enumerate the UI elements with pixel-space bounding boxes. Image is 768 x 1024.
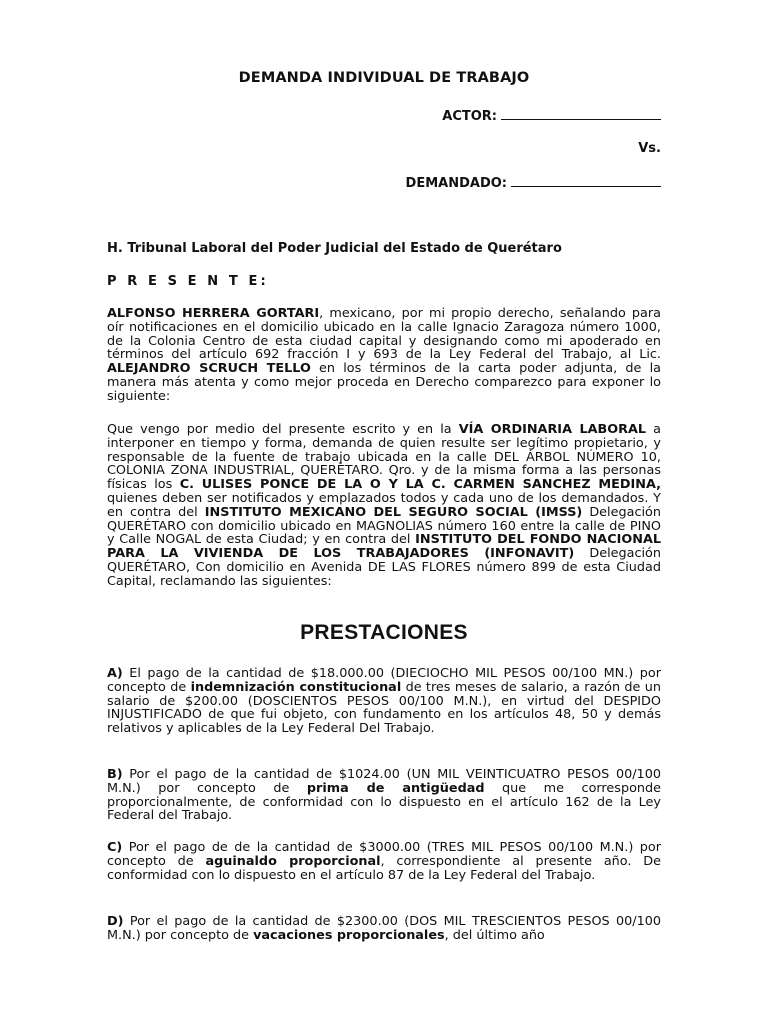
vs-line: [638, 141, 661, 156]
claim-paragraph: Que vengo por medio del presente escrito y en la VÍA ORDINARIA LABORAL a interponer en tiempo y forma, demanda de quien resulte ser legítimo propietario, y responsable de la fuente de trabajo ubicada en la calle DEL ÁRBOL NÚMERO 10, COLONIA ZONA INDUSTRIAL, QUERÉTARO. Qro. y de la misma forma a las personas físicas los C. ULISES PONCE DE LA O Y LA C. CARMEN SANCHEZ MEDINA, quienes deben ser notificados y emplazados todos y cada uno de los demandados. Y en contra del INSTITUTO MEXICANO DEL SEGURO SOCIAL (IMSS) Delegación QUERÉTARO con domicilio ubicado en MAGNOLIAS número 160 entre la calle de PINO y Calle NOGAL de esta Ciudad; y en contra del INSTITUTO DEL FONDO NACIONAL PARA LA VIVIENDA DE LOS TRABAJADORES (INFONAVIT) Delegación QUERÉTARO, Con domicilio en Avenida DE LAS FLORES número 899 de esta Ciudad Capital, reclamando las siguientes:: [107, 422, 661, 589]
lawyer-name: ALEJANDRO SCRUCH TELLO: [107, 361, 311, 377]
item-a: A) El pago de la cantidad de $18.000.00 (DIECIOCHO MIL PESOS 00/100 MN.) por concepto de indemnización constitucional de tres meses de salario, a razón de un salario de $200.00 (DOSCIENTOS PESOS 00/100 M.N.), en virtud del DESPIDO INJUSTIFICADO de que fui objeto, con fundamento en los artículos 48, 50 y demás relativos y aplicables de la Ley Federal Del Trabajo.: [107, 666, 661, 737]
actor-label: ACTOR:: [442, 109, 497, 124]
demandado-blank: [511, 175, 661, 187]
vs-label: Vs.: [638, 141, 661, 156]
tribunal-heading: H. Tribunal Laboral del Poder Judicial del Estado de Querétaro: [107, 241, 562, 256]
item-b: B) Por el pago de la cantidad de $1024.00 (UN MIL VEINTICUATRO PESOS 00/100 M.N.) por concepto de prima de antigüedad que me corresponde proporcionalmente, de conformidad con lo dispuesto en el artículo 162 de la Ley Federal del Trabajo.: [107, 767, 662, 824]
demandado-line: [406, 175, 661, 191]
plaintiff-name: ALFONSO HERRERA GORTARI: [107, 306, 320, 321]
item-c: C) Por el pago de de la cantidad de $3000.00 (TRES MIL PESOS 00/100 M.N.) por concepto de aguinaldo proporcional, correspondiente al presente año. De conformidad con lo dispuesto en el artículo 87 de la Ley Federal del Trabajo.: [107, 840, 661, 883]
presente-heading: P R E S E N T E:: [107, 274, 269, 289]
document-title: DEMANDA INDIVIDUAL DE TRABAJO: [238, 70, 530, 86]
demandado-label: DEMANDADO:: [405, 176, 507, 191]
actor-line: [442, 108, 661, 124]
actor-blank: [501, 108, 661, 120]
intro-paragraph: ALFONSO HERRERA GORTARI, mexicano, por mi propio derecho, señalando para oír notificaciones en el domicilio ubicado en la calle Ignacio Zaragoza número 1000, de la Colonia Centro de esta ciudad capital y designando como mi apoderado en términos del artículo 692 fracción I y 693 de la Ley Federal del Trabajo, al Lic. ALEJANDRO SCRUCH TELLO en los términos de la carta poder adjunta, de la manera más atenta y como mejor proceda en Derecho comparezco para exponer lo siguiente:: [107, 306, 661, 404]
prestaciones-heading: PRESTACIONES: [300, 621, 468, 644]
item-d: D) Por el pago de la cantidad de $2300.00 (DOS MIL TRESCIENTOS PESOS 00/100 M.N.) por concepto de vacaciones proporcionales, del último año: [107, 914, 661, 943]
